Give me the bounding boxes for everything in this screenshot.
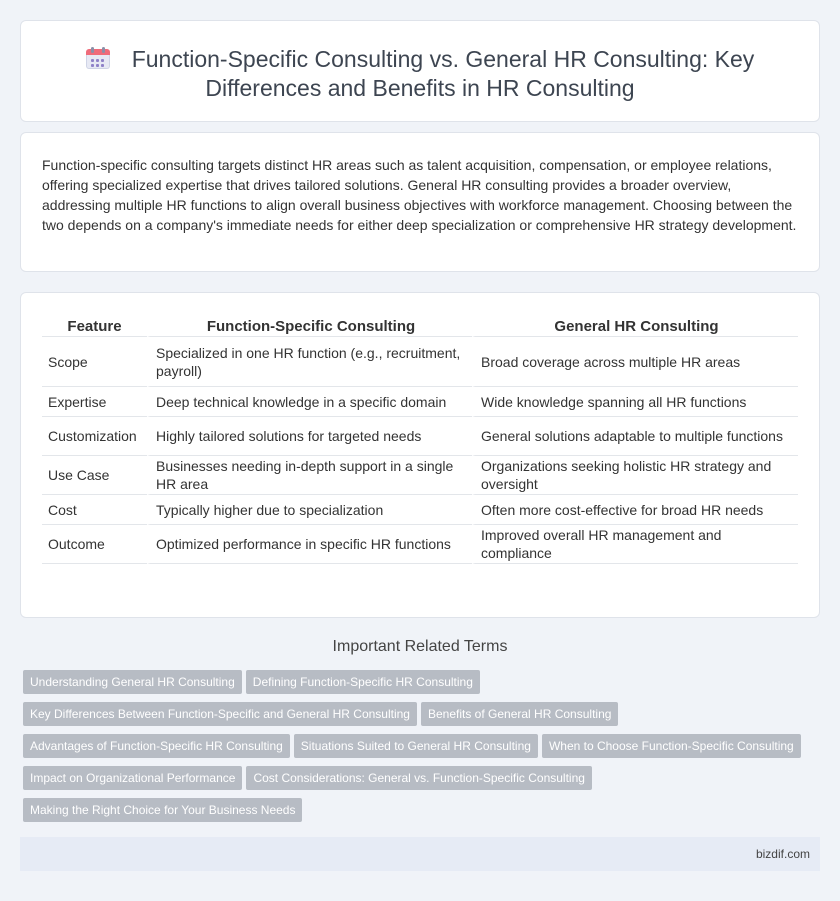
related-term-tag[interactable]: Situations Suited to General HR Consulting <box>294 734 538 758</box>
table-cell: Broad coverage across multiple HR areas <box>472 337 798 387</box>
table-cell: Improved overall HR management and compliance <box>472 525 798 564</box>
table-cell: General solutions adaptable to multiple functions <box>472 417 798 456</box>
related-term-tag[interactable]: When to Choose Function-Specific Consulting <box>542 734 801 758</box>
table-cell: Organizations seeking holistic HR strategy and oversight <box>472 456 798 495</box>
related-term-tag[interactable]: Making the Right Choice for Your Business Needs <box>23 798 302 822</box>
table-row <box>42 337 798 387</box>
table-row <box>42 495 798 525</box>
intro-text: Function-specific consulting targets distinct HR areas such as talent acquisition, compensation, or employee relations, offering specialized expertise that drives tailored solutions. General HR consulting provides a broader overview, addressing multiple HR functions to align overall business objectives with workforce management. Choosing between the two depends on a company's immediate needs for either deep specialization or comprehensive HR strategy development. <box>42 157 797 233</box>
related-term-tag[interactable]: Defining Function-Specific HR Consulting <box>246 670 480 694</box>
table-cell: Use Case <box>42 456 147 495</box>
table-cell: Often more cost-effective for broad HR needs <box>472 495 798 525</box>
table-cell: Specialized in one HR function (e.g., recruitment, payroll) <box>147 337 472 387</box>
table-cell: Cost <box>42 495 147 525</box>
related-term-tag[interactable]: Advantages of Function-Specific HR Consulting <box>23 734 290 758</box>
table-row <box>42 525 798 564</box>
comparison-table <box>42 315 798 564</box>
table-row <box>42 417 798 456</box>
page-title: Function-Specific Consulting vs. General HR Consulting: Key Differences and Benefits in HR Consulting <box>131 46 755 101</box>
related-term-tag[interactable]: Key Differences Between Function-Specific and General HR Consulting <box>23 702 417 726</box>
header-card <box>20 20 820 122</box>
table-row <box>42 456 798 495</box>
table-row <box>42 387 798 417</box>
page-title-wrap <box>21 45 819 103</box>
related-terms-list <box>23 670 823 830</box>
calendar-icon <box>86 47 110 69</box>
related-term-tag[interactable]: Cost Considerations: General vs. Function-Specific Consulting <box>246 766 592 790</box>
related-term-tag[interactable]: Impact on Organizational Performance <box>23 766 242 790</box>
table-cell: Scope <box>42 337 147 387</box>
table-cell: Businesses needing in-depth support in a single HR area <box>147 456 472 495</box>
table-cell: Wide knowledge spanning all HR functions <box>472 387 798 417</box>
table-cell: Customization <box>42 417 147 456</box>
footer-site-link[interactable]: bizdif.com <box>755 847 810 861</box>
related-term-tag[interactable]: Benefits of General HR Consulting <box>421 702 618 726</box>
table-cell: Typically higher due to specialization <box>147 495 472 525</box>
intro-card <box>20 132 820 272</box>
table-cell: Deep technical knowledge in a specific domain <box>147 387 472 417</box>
header-function-specific: Function-Specific Consulting <box>147 315 472 337</box>
table-cell: Outcome <box>42 525 147 564</box>
table-cell: Optimized performance in specific HR functions <box>147 525 472 564</box>
related-terms-title: Important Related Terms <box>332 638 508 655</box>
table-header-row <box>42 315 798 337</box>
header-feature: Feature <box>42 315 147 337</box>
comparison-card <box>20 292 820 618</box>
table-cell: Highly tailored solutions for targeted needs <box>147 417 472 456</box>
footer <box>20 837 820 871</box>
table-cell: Expertise <box>42 387 147 417</box>
related-term-tag[interactable]: Understanding General HR Consulting <box>23 670 242 694</box>
header-general: General HR Consulting <box>472 315 798 337</box>
